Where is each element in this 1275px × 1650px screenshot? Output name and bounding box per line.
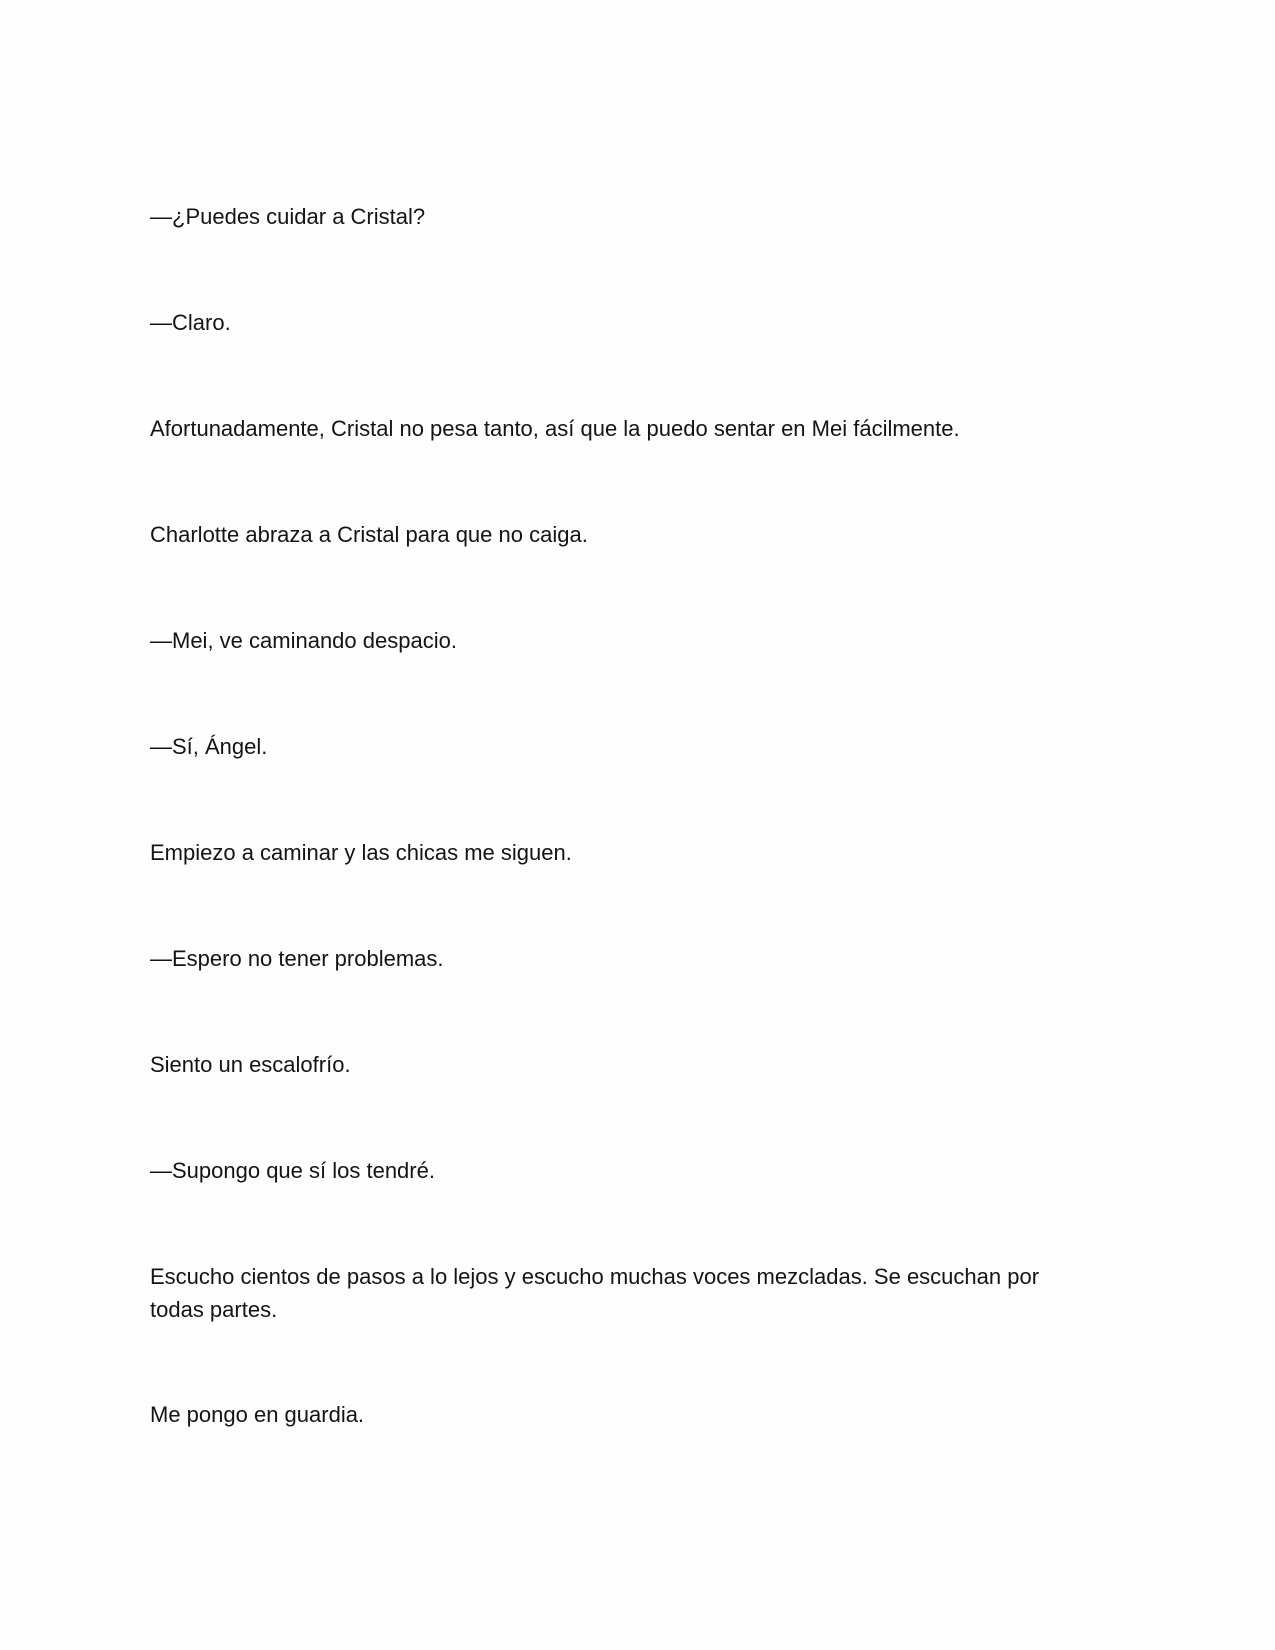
paragraph: Siento un escalofrío. (150, 1052, 351, 1077)
paragraph: Charlotte abraza a Cristal para que no caiga. (150, 522, 588, 547)
paragraph: —Claro. (150, 310, 231, 335)
paragraph: —Supongo que sí los tendré. (150, 1158, 435, 1183)
paragraph: Me pongo en guardia. (150, 1402, 365, 1427)
paragraph: —Mei, ve caminando despacio. (150, 628, 457, 653)
paragraph: —Espero no tener problemas. (150, 946, 444, 971)
paragraph: Empiezo a caminar y las chicas me siguen. (150, 840, 572, 865)
paragraph: —Sí, Ángel. (150, 734, 268, 759)
paragraph: —¿Puedes cuidar a Cristal? (150, 204, 426, 229)
paragraph: Escucho cientos de pasos a lo lejos y escucho muchas voces mezcladas. Se escuchan por todas partes. (150, 1264, 1040, 1322)
paragraph: Afortunadamente, Cristal no pesa tanto, así que la puedo sentar en Mei fácilmente. (150, 416, 960, 441)
